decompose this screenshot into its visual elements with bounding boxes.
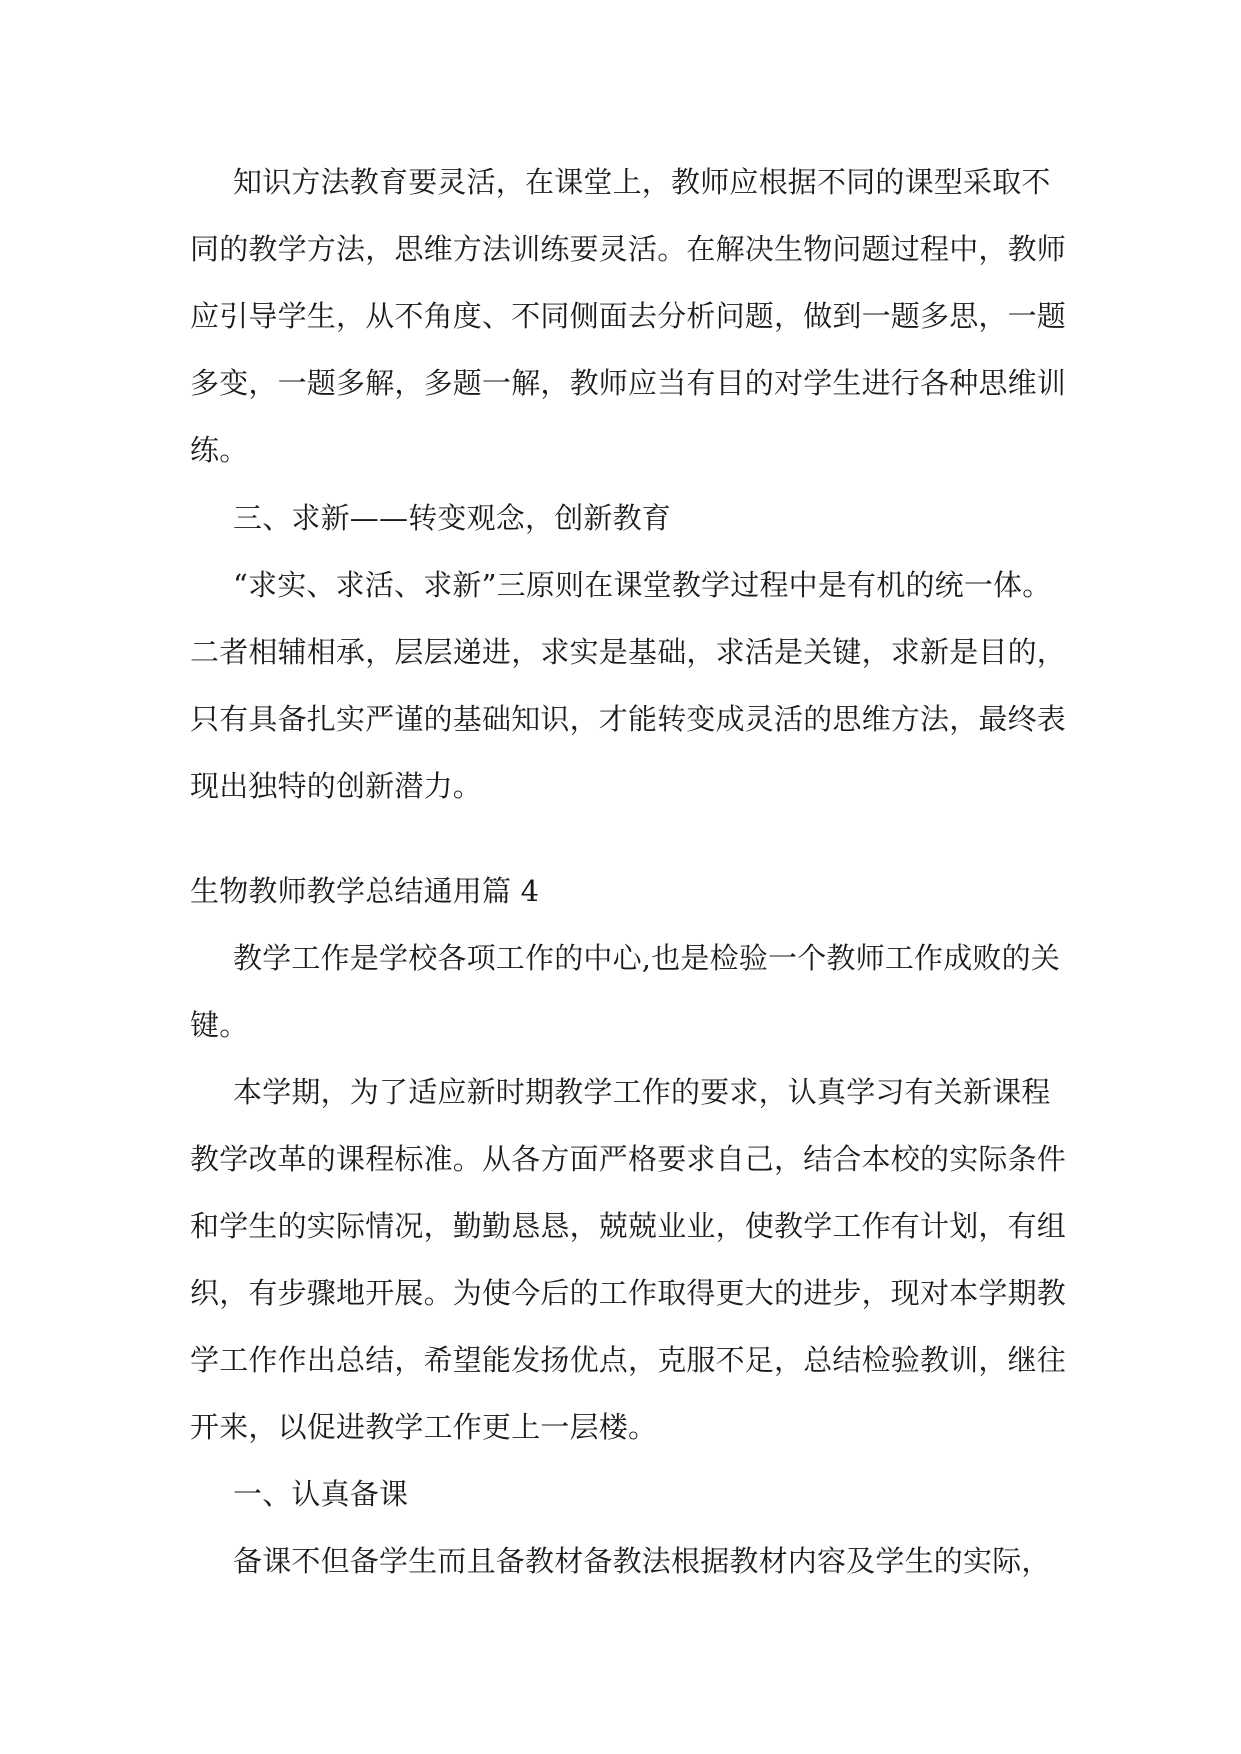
paragraph-intro [190, 925, 1061, 1059]
heading-text: 一、认真备课 [233, 1477, 409, 1511]
text-line: 备课不但备学生而且备教材备教法根据教材内容及学生的实际， [233, 1544, 1051, 1578]
text-line: 同的教学方法，思维方法训练要灵活。在解决生物问题过程中，教师 [190, 232, 1067, 266]
section-heading-innovation [190, 485, 1058, 552]
section-heading-lesson-prep [190, 1461, 1058, 1528]
article-title-text: 生物教师教学总结通用篇 4 [190, 874, 540, 908]
text-line: 教学工作是学校各项工作的中心,也是检验一个教师工作成败的关 [233, 941, 1061, 975]
article-title [190, 858, 1058, 925]
paragraph-three-principles [190, 552, 1067, 820]
text-line: 学工作作出总结，希望能发扬优点，克服不足，总结检验教训，继往 [190, 1343, 1067, 1377]
text-line: 多变，一题多解，多题一解，教师应当有目的对学生进行各种思维训 [190, 366, 1067, 400]
text-line: 开来，以促进教学工作更上一层楼。 [190, 1410, 658, 1444]
text-line: 二者相辅相承，层层递进，求实是基础，求活是关键，求新是目的， [190, 635, 1067, 669]
text-line: 现出独特的创新潜力。 [190, 769, 483, 803]
heading-text: 三、求新——转变观念，创新教育 [233, 501, 672, 535]
text-line: 本学期，为了适应新时期教学工作的要求，认真学习有关新课程 [233, 1075, 1051, 1109]
text-line: 只有具备扎实严谨的基础知识，才能转变成灵活的思维方法，最终表 [190, 702, 1067, 736]
text-line: 知识方法教育要灵活，在课堂上，教师应根据不同的课型采取不 [233, 165, 1051, 199]
text-line: 教学改革的课程标准。从各方面严格要求自己，结合本校的实际条件 [190, 1142, 1067, 1176]
text-line: 应引导学生，从不角度、不同侧面去分析问题，做到一题多思，一题 [190, 299, 1067, 333]
text-line: “求实、求活、求新”三原则在课堂教学过程中是有机的统一体。 [233, 568, 1052, 602]
text-line: 练。 [190, 433, 249, 467]
text-line: 织，有步骤地开展。为使今后的工作取得更大的进步，现对本学期教 [190, 1276, 1067, 1310]
paragraph-semester-summary [190, 1059, 1067, 1461]
text-line: 键。 [190, 1008, 249, 1042]
paragraph-lesson-prep [190, 1528, 1058, 1595]
paragraph-teaching-methods [190, 149, 1067, 484]
text-line: 和学生的实际情况，勤勤恳恳，兢兢业业，使教学工作有计划，有组 [190, 1209, 1067, 1243]
